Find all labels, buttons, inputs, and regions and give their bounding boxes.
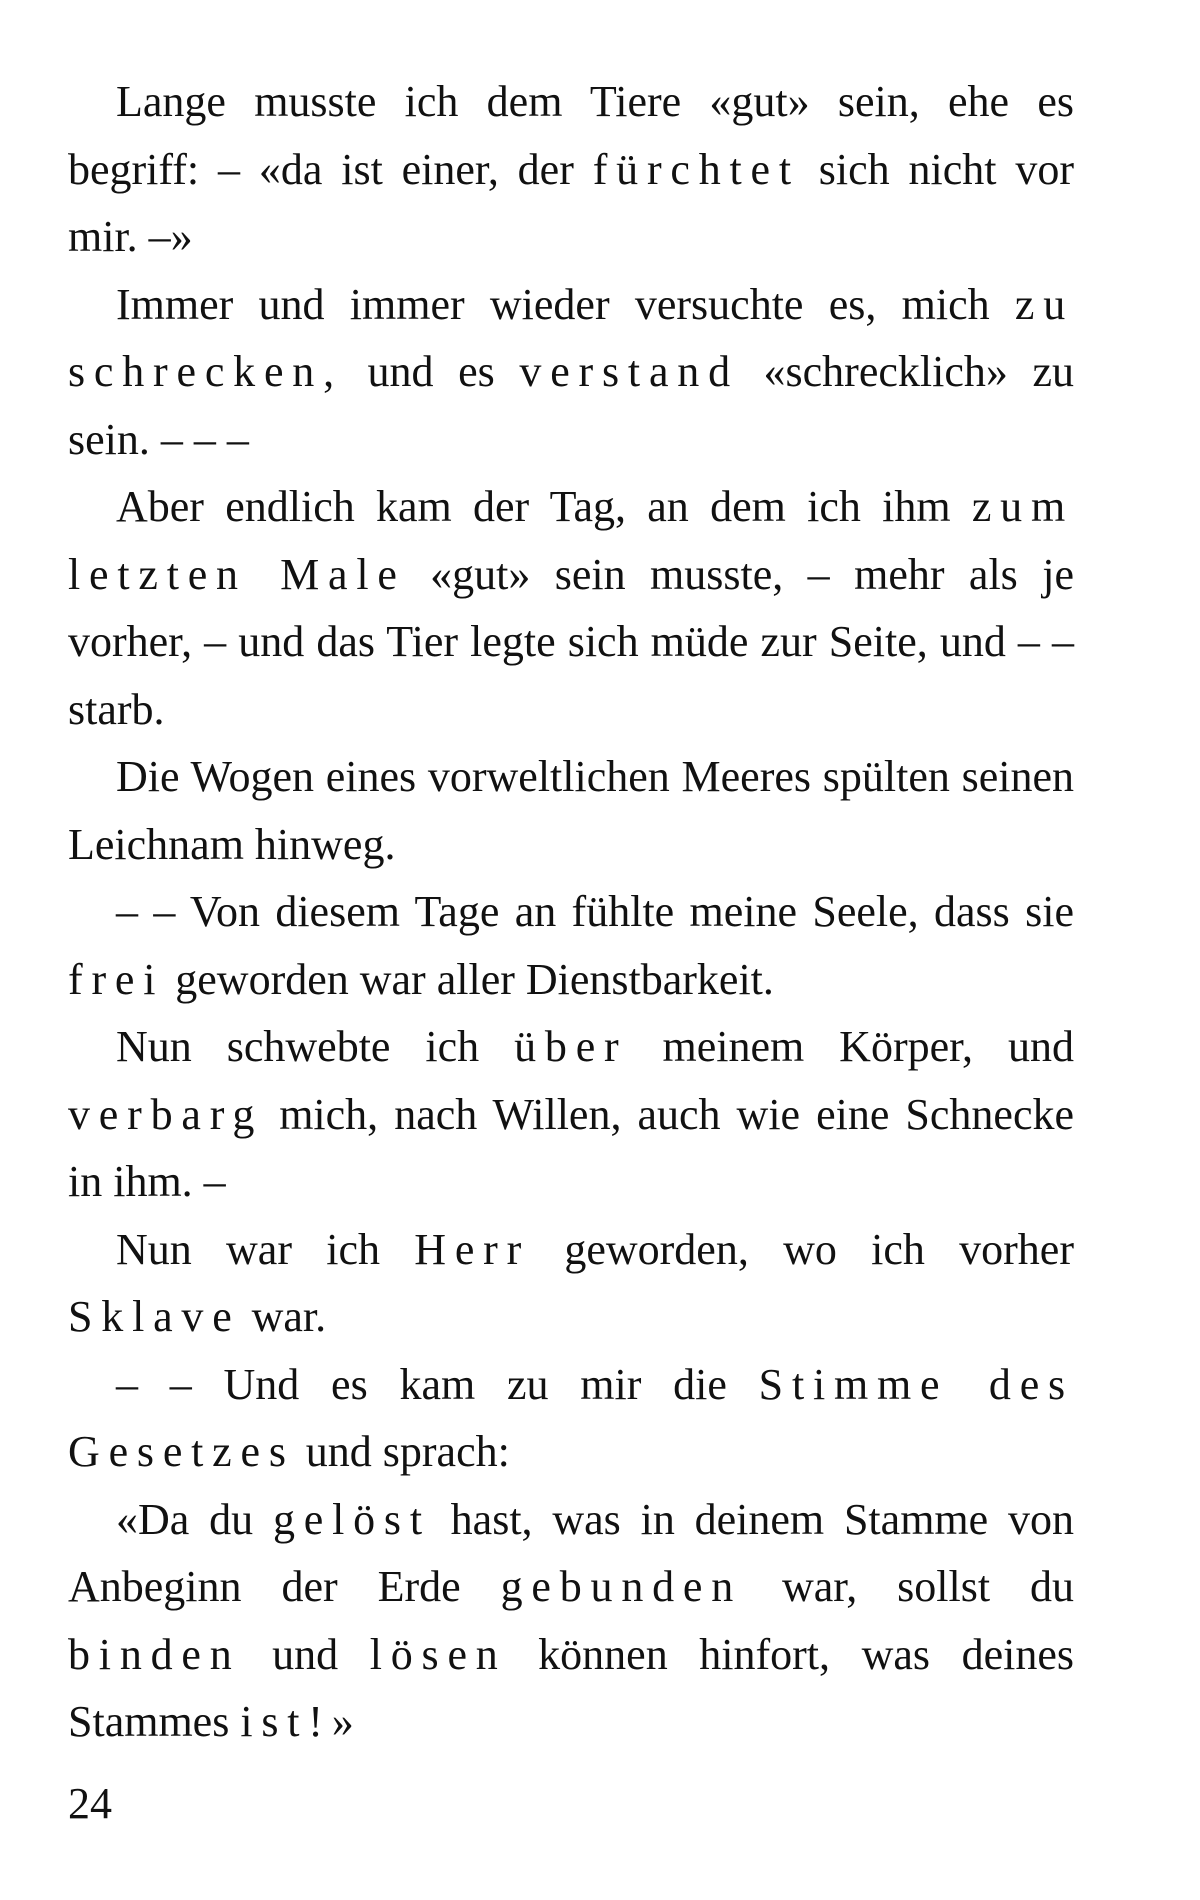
- text-run: – – Von diesem Tage an fühlte meine Seele, dass sie: [116, 887, 1074, 936]
- text-run: «gut» sein musste, – mehr als je vorher, – und das Tier legte sich müde zur Seite, und – – starb.: [68, 549, 1074, 734]
- paragraph-5: [68, 878, 1074, 1013]
- spaced-emphasis: über: [514, 1022, 628, 1071]
- spaced-emphasis: Stimme des Gesetzes: [68, 1359, 1074, 1476]
- body-text: [68, 68, 1074, 1756]
- paragraph-7: [68, 1216, 1074, 1351]
- paragraph-3: [68, 473, 1074, 743]
- text-run: und: [240, 1629, 370, 1679]
- text-run: «schrecklich» zu sein. – – –: [68, 347, 1074, 464]
- text-run: und es: [342, 347, 520, 396]
- text-run: können hinfort, was deines Stammes: [68, 1629, 1074, 1746]
- text-run: «Da du: [116, 1494, 273, 1544]
- page-number: 24: [68, 1779, 112, 1828]
- paragraph-6: [68, 1013, 1074, 1216]
- spaced-emphasis: ist!: [240, 1697, 332, 1746]
- text-run: geworden war aller Dienstbarkeit.: [164, 954, 774, 1004]
- spaced-emphasis: Sklave: [68, 1292, 241, 1341]
- spaced-emphasis: gelöst: [272, 1494, 431, 1544]
- spaced-emphasis: Herr: [414, 1224, 531, 1274]
- text-run: Nun schwebte ich: [116, 1022, 515, 1071]
- spaced-emphasis: gebunden: [500, 1562, 743, 1611]
- text-run: hast, was in deinem Stamme von Anbeginn der Erde: [68, 1494, 1074, 1611]
- text-run: war.: [240, 1292, 327, 1341]
- paragraph-8: [68, 1351, 1074, 1486]
- paragraph-4: [68, 743, 1074, 878]
- text-run: »: [331, 1697, 354, 1746]
- spaced-emphasis: verstand: [519, 347, 739, 396]
- text-run: mich, nach Willen, auch wie eine Schnecke in ihm. –: [68, 1089, 1074, 1206]
- text-run: und sprach:: [294, 1427, 510, 1476]
- spaced-emphasis: lösen: [369, 1629, 507, 1679]
- paragraph-9: [68, 1486, 1074, 1756]
- text-run: meinem Körper, und: [627, 1022, 1074, 1071]
- text-run: Nun war ich: [116, 1224, 415, 1274]
- paragraph-2: [68, 271, 1074, 474]
- text-run: geworden, wo ich vorher: [530, 1224, 1074, 1274]
- text-run: – – Und es kam zu mir die: [116, 1359, 759, 1409]
- spaced-emphasis: fürchtet: [592, 144, 800, 194]
- spaced-emphasis: zum letzten Male: [68, 482, 1074, 599]
- paragraph-1: [68, 68, 1074, 271]
- spaced-emphasis: verbarg: [68, 1089, 264, 1139]
- text-run: Aber endlich kam der Tag, an dem ich ihm: [116, 482, 972, 531]
- spaced-emphasis: binden: [68, 1629, 241, 1679]
- spaced-emphasis: zu schrecken,: [68, 279, 1074, 396]
- text-run: Immer und immer wieder versuchte es, mich: [116, 279, 1015, 329]
- text-run: Lange musste ich dem Tiere «gut» sein, ehe es begriff: – «da ist einer, der: [68, 77, 1074, 194]
- text-run: war, sollst du: [742, 1562, 1074, 1611]
- spaced-emphasis: frei: [68, 954, 165, 1004]
- text-run: sich nicht vor mir. –»: [68, 144, 1074, 261]
- text-run: Die Wogen eines vorweltlichen Meeres spülten seinen Leichnam hinweg.: [68, 752, 1074, 869]
